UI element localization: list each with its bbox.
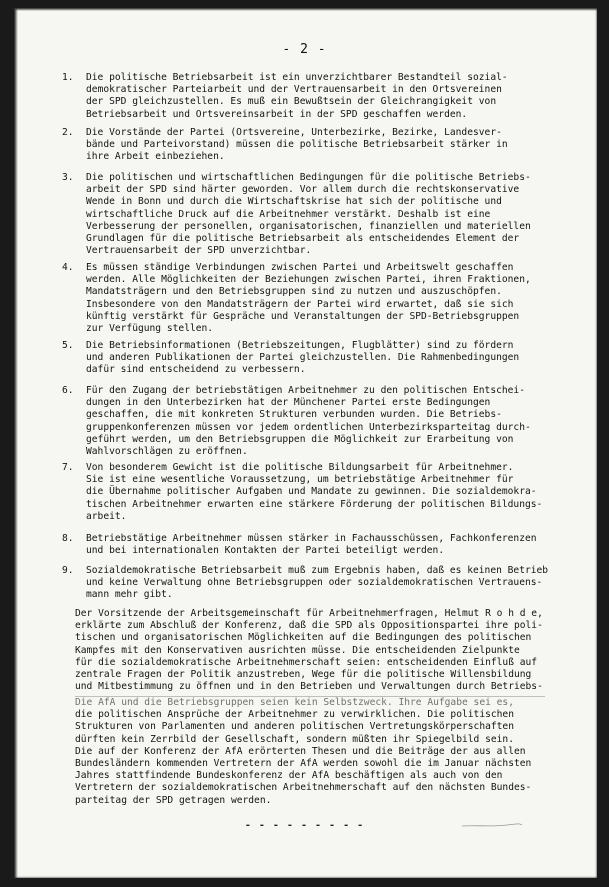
- list-item-2: [62, 127, 562, 164]
- item-number: 4.: [62, 262, 74, 273]
- item-number: 7.: [62, 462, 74, 473]
- paragraph-line: Vertretern der sozialdemokratischen Arbeitnehmerschaft auf den nächsten Bundes-: [75, 782, 532, 794]
- item-line: Die politische Betriebsarbeit ist ein unverzichtbarer Bestandteil sozial-: [86, 72, 508, 83]
- paragraph-line: Strukturen von Parlamenten und anderen politischen Vertretungskörperschaften: [75, 721, 514, 733]
- paragraph-line: zentrale Fragen der Politik anzustreben, Wege für die politische Willensbildung: [75, 669, 532, 681]
- item-line: Wahlvorschlägen zu eröffnen.: [86, 446, 248, 458]
- item-line: die Übernahme politischer Aufgaben und Mandate zu gewinnen. Die sozialdemokra-: [86, 486, 537, 498]
- item-line: zur Verfügung stellen.: [86, 323, 214, 335]
- scan-shadow-left: [14, 8, 18, 878]
- item-number: 5.: [62, 340, 74, 351]
- item-line: mann mehr gibt.: [86, 589, 173, 601]
- item-line: arbeit der SPD sind härter geworden. Vor allem durch die rechtskonservative: [86, 184, 520, 196]
- scan-shadow-top: [14, 8, 597, 11]
- pen-stroke-mark: [462, 823, 522, 828]
- paragraph-line: tischen und organisatorischen Möglichkeiten auf die Bedingungen des politischen: [75, 632, 532, 644]
- item-line: Betriebstätige Arbeitnehmer müssen stärker in Fachausschüssen, Fachkonferenzen: [86, 533, 537, 544]
- item-number: 6.: [62, 385, 74, 396]
- list-item-9: [62, 565, 562, 602]
- item-line: geführt werden, um den Betriebsgruppen die Möglichkeit zur Erarbeitung von: [86, 433, 514, 445]
- list-item-7: [62, 462, 562, 523]
- list-item-8: [62, 533, 562, 557]
- closing-paragraph: [75, 608, 575, 693]
- item-line: künftig verstärkt für Gespräche und Veranstaltungen der SPD-Betriebsgruppen: [86, 310, 520, 322]
- item-line: Vertrauensarbeit der SPD unverzichtbar.: [86, 245, 312, 257]
- item-number: 1.: [62, 72, 74, 83]
- item-number: 9.: [62, 565, 74, 576]
- item-line: Betriebsarbeit und Ortsvereinsarbeit in der SPD geschaffen werden.: [86, 108, 468, 120]
- paragraph-line: für die sozialdemokratische Arbeitnehmerschaft seien: entscheidenden Einfluß auf: [75, 656, 538, 668]
- item-line: und bei internationalen Kontakten der Partei beteiligt werden.: [86, 545, 445, 557]
- item-line: Für den Zugang der betriebstätigen Arbeitnehmer zu den politischen Entschei-: [86, 385, 525, 396]
- paragraph-line: erklärte zum Abschluß der Konferenz, daß die SPD als Oppositionspartei ihre poli-: [75, 620, 543, 632]
- item-number: 8.: [62, 533, 74, 544]
- item-line: Wende in Bonn und durch die Wirtschaftskrise hat sich der politische und: [86, 196, 502, 208]
- item-line: Grundlagen für die politische Betriebsarbeit als entscheidendes Element der: [86, 233, 520, 245]
- item-line: arbeit.: [86, 510, 127, 522]
- continuation-paragraph: [75, 697, 575, 807]
- paragraph-line: dürften kein Zerrbild der Gesellschaft, sondern müßten ihr Spiegelbild sein.: [75, 733, 514, 745]
- item-number: 2.: [62, 127, 74, 138]
- item-line: ihre Arbeit einbeziehen.: [86, 151, 225, 163]
- paragraph-line: Die AfA und die Betriebsgruppen seien kein Selbstzweck. Ihre Aufgabe sei es,: [75, 697, 514, 708]
- item-line: und anderen Publikationen der Partei gleichzustellen. Die Rahmenbedingungen: [86, 352, 520, 364]
- paragraph-line: Kampfes mit den Konservativen ausrichten müsse. Die entscheidenden Zielpunkte: [75, 644, 520, 656]
- paragraph-line: Jahres stattfindende Bundeskonferenz der AfA beschäftigen als auch von den: [75, 770, 503, 782]
- item-line: Die Vorstände der Partei (Ortsvereine, Unterbezirke, Bezirke, Landesver-: [86, 127, 502, 138]
- item-line: Es müssen ständige Verbindungen zwischen Partei und Arbeitswelt geschaffen: [86, 262, 514, 273]
- list-item-3: [62, 172, 562, 257]
- item-line: Mandatsträgern und den Betriebsgruppen sind zu nutzen und auszuschöpfen.: [86, 286, 502, 298]
- item-line: Insbesondere von den Mandatsträgern der Partei wird erwartet, daß sie sich: [86, 298, 514, 310]
- page-number: - 2 -: [282, 42, 327, 57]
- item-line: Sozialdemokratische Betriebsarbeit muß zum Ergebnis haben, daß es keinen Betrieb: [86, 565, 549, 576]
- paragraph-line: parteitag der SPD getragen werden.: [75, 794, 272, 806]
- paragraph-line: Bundesländern kommenden Vertretern der AfA werden sowohl die im Januar nächsten: [75, 758, 532, 770]
- list-item-4: [62, 262, 562, 335]
- item-line: gruppenkonferenzen müssen vor jedem ordentlichen Unterbezirksparteitag durch-: [86, 421, 531, 433]
- item-line: demokratischer Parteiarbeit und der Vertrauensarbeit in den Ortsvereinen: [86, 84, 502, 96]
- item-line: dungen in den Unterbezirken hat der Münchener Partei erste Bedingungen: [86, 397, 491, 409]
- item-line: Von besonderem Gewicht ist die politische Bildungsarbeit für Arbeitnehmer.: [86, 462, 514, 473]
- item-line: dafür sind entscheidend zu verbessern.: [86, 364, 306, 376]
- item-line: tischen Arbeitnehmer erwarten eine stärkere Förderung der politischen Bildungs-: [86, 498, 543, 510]
- item-line: Verbesserung der personellen, organisatorischen, finanziellen und materiellen: [86, 220, 531, 232]
- item-line: Sie ist eine wesentliche Voraussetzung, um betriebstätige Arbeitnehmer für: [86, 474, 514, 486]
- item-line: Die politischen und wirtschaftlichen Bedingungen für die politische Betriebs-: [86, 172, 531, 183]
- list-item-5: [62, 340, 562, 377]
- list-item-6: [62, 385, 562, 458]
- paragraph-line: die politischen Ansprüche der Arbeitnehmer zu verwirklichen. Die politischen: [75, 709, 514, 721]
- item-line: bände und Parteivorstand) müssen die politische Betriebsarbeit stärker in: [86, 139, 508, 151]
- item-line: und keine Verwaltung ohne Betriebsgruppen oder sozialdemokratischen Vertrauens-: [86, 577, 543, 589]
- item-line: der SPD gleichzustellen. Es muß ein Bewußtsein der Gleichrangigkeit von: [86, 96, 497, 108]
- item-line: Die Betriebsinformationen (Betriebszeitungen, Flugblätter) sind zu fördern: [86, 340, 514, 351]
- item-number: 3.: [62, 172, 74, 183]
- item-line: wirtschaftliche Druck auf die Arbeitnehmer verstärkt. Deshalb ist eine: [86, 208, 491, 220]
- paragraph-line: Die auf der Konferenz der AfA erörterten Thesen und die Beiträge der aus allen: [75, 745, 526, 757]
- paragraph-line: und Mitbestimmung zu öffnen und in den Betrieben und Verwaltungen durch Betriebs-: [75, 681, 543, 693]
- paragraph-line: Der Vorsitzende der Arbeitsgemeinschaft für Arbeitnehmerfragen, Helmut R o h d e,: [75, 608, 543, 619]
- item-line: geschaffen, die mit konkreten Strukturen verbunden wurden. Die Betriebs-: [86, 409, 502, 421]
- list-item-1: [62, 72, 562, 121]
- item-line: werden. Alle Möglichkeiten der Beziehungen zwischen Partei, ihren Fraktionen,: [86, 274, 531, 286]
- end-mark: - - - - - - - - -: [244, 820, 365, 831]
